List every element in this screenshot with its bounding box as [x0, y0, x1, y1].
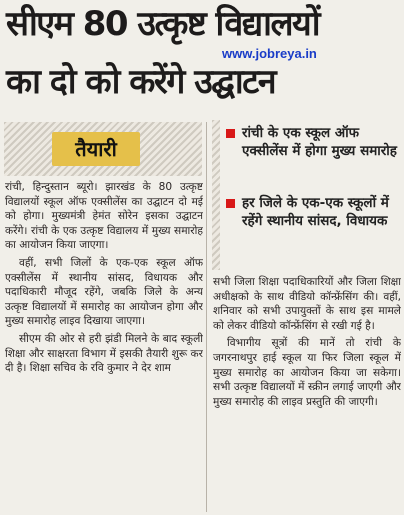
article-paragraph: वहीं, सभी जिलों के एक-एक स्कूल ऑफ एक्सीलेंस में स्थानीय सांसद, विधायक और पदाधिकारी मौजूद रहेंगे, जबकि जिले के अन्य उत्कृष्ट विद्यालयों में समारोह का आयोजन होगा और मुख्य समारोह लाइव दिखाया जाएगा।: [5, 256, 203, 328]
red-square-bullet-icon: [226, 199, 235, 208]
highlights-box: [212, 120, 400, 270]
headline-line-2: का दो को करेंगे उद्घाटन: [6, 62, 276, 102]
article-paragraph: सभी जिला शिक्षा पदाधिकारियों और जिला शिक्षा अधीक्षको के साथ वीडियो कॉन्फ्रेंसिंग की। वहीं, शनिवार को सभी उपायुक्तों के साथ इस मामले को लेकर वीडियो कॉन्फ्रेंसिंग से रखी गई है।: [213, 276, 401, 332]
highlight-text: हर जिले के एक-एक स्कूलों में रहेंगे स्थानीय सांसद, विधायक: [242, 195, 389, 229]
highlight-item: [226, 194, 402, 230]
article-paragraph: विभागीय सूत्रों की मानें तो रांची के जगरनाथपुर हाई स्कूल या फिर जिला स्कूल में मुख्य समारोह का आयोजन किया जा सकेगा। सभी उत्कृष्ट विद्यालयों में स्क्रीन लगाई जाएगी और मुख्य समारोह की लाइव प्रस्तुति की जाएगी।: [213, 337, 401, 408]
article-paragraph: रांची, हिन्दुस्तान ब्यूरो। झारखंड के 80 उत्कृष्ट विद्यालयों स्कूल ऑफ एक्सीलेंस का उद्घाटन दो मई को होगा। मुख्यमंत्री हेमंत सोरेन इसका उद्घाटन करेंगे। रांची के एक उत्कृष्ट विद्यालय में मुख्य समारोह का आयोजन किया जाएगा।: [5, 181, 203, 252]
section-tag: तैयारी: [52, 132, 140, 166]
article-paragraph: सीएम की ओर से हरी झंडी मिलने के बाद स्कूली शिक्षा और साक्षरता विभाग में इसकी तैयारी शुरू कर दी है। शिक्षा सचिव के रवि कुमार ने देर शाम: [5, 332, 203, 375]
highlights-stripe: [212, 120, 220, 270]
section-tag-banner: [4, 122, 202, 176]
highlight-text: रांची के एक स्कूल ऑफ एक्सीलेंस में होगा मुख्य समारोह: [242, 125, 397, 159]
red-square-bullet-icon: [226, 129, 235, 138]
column-divider: [206, 122, 207, 512]
site-watermark: www.jobreya.in: [222, 46, 317, 61]
headline-line-1: सीएम 80 उत्कृष्ट विद्यालयों: [6, 4, 320, 44]
highlight-item: [226, 124, 402, 160]
article-right-column: [213, 275, 401, 512]
article-left-column: [5, 180, 203, 510]
